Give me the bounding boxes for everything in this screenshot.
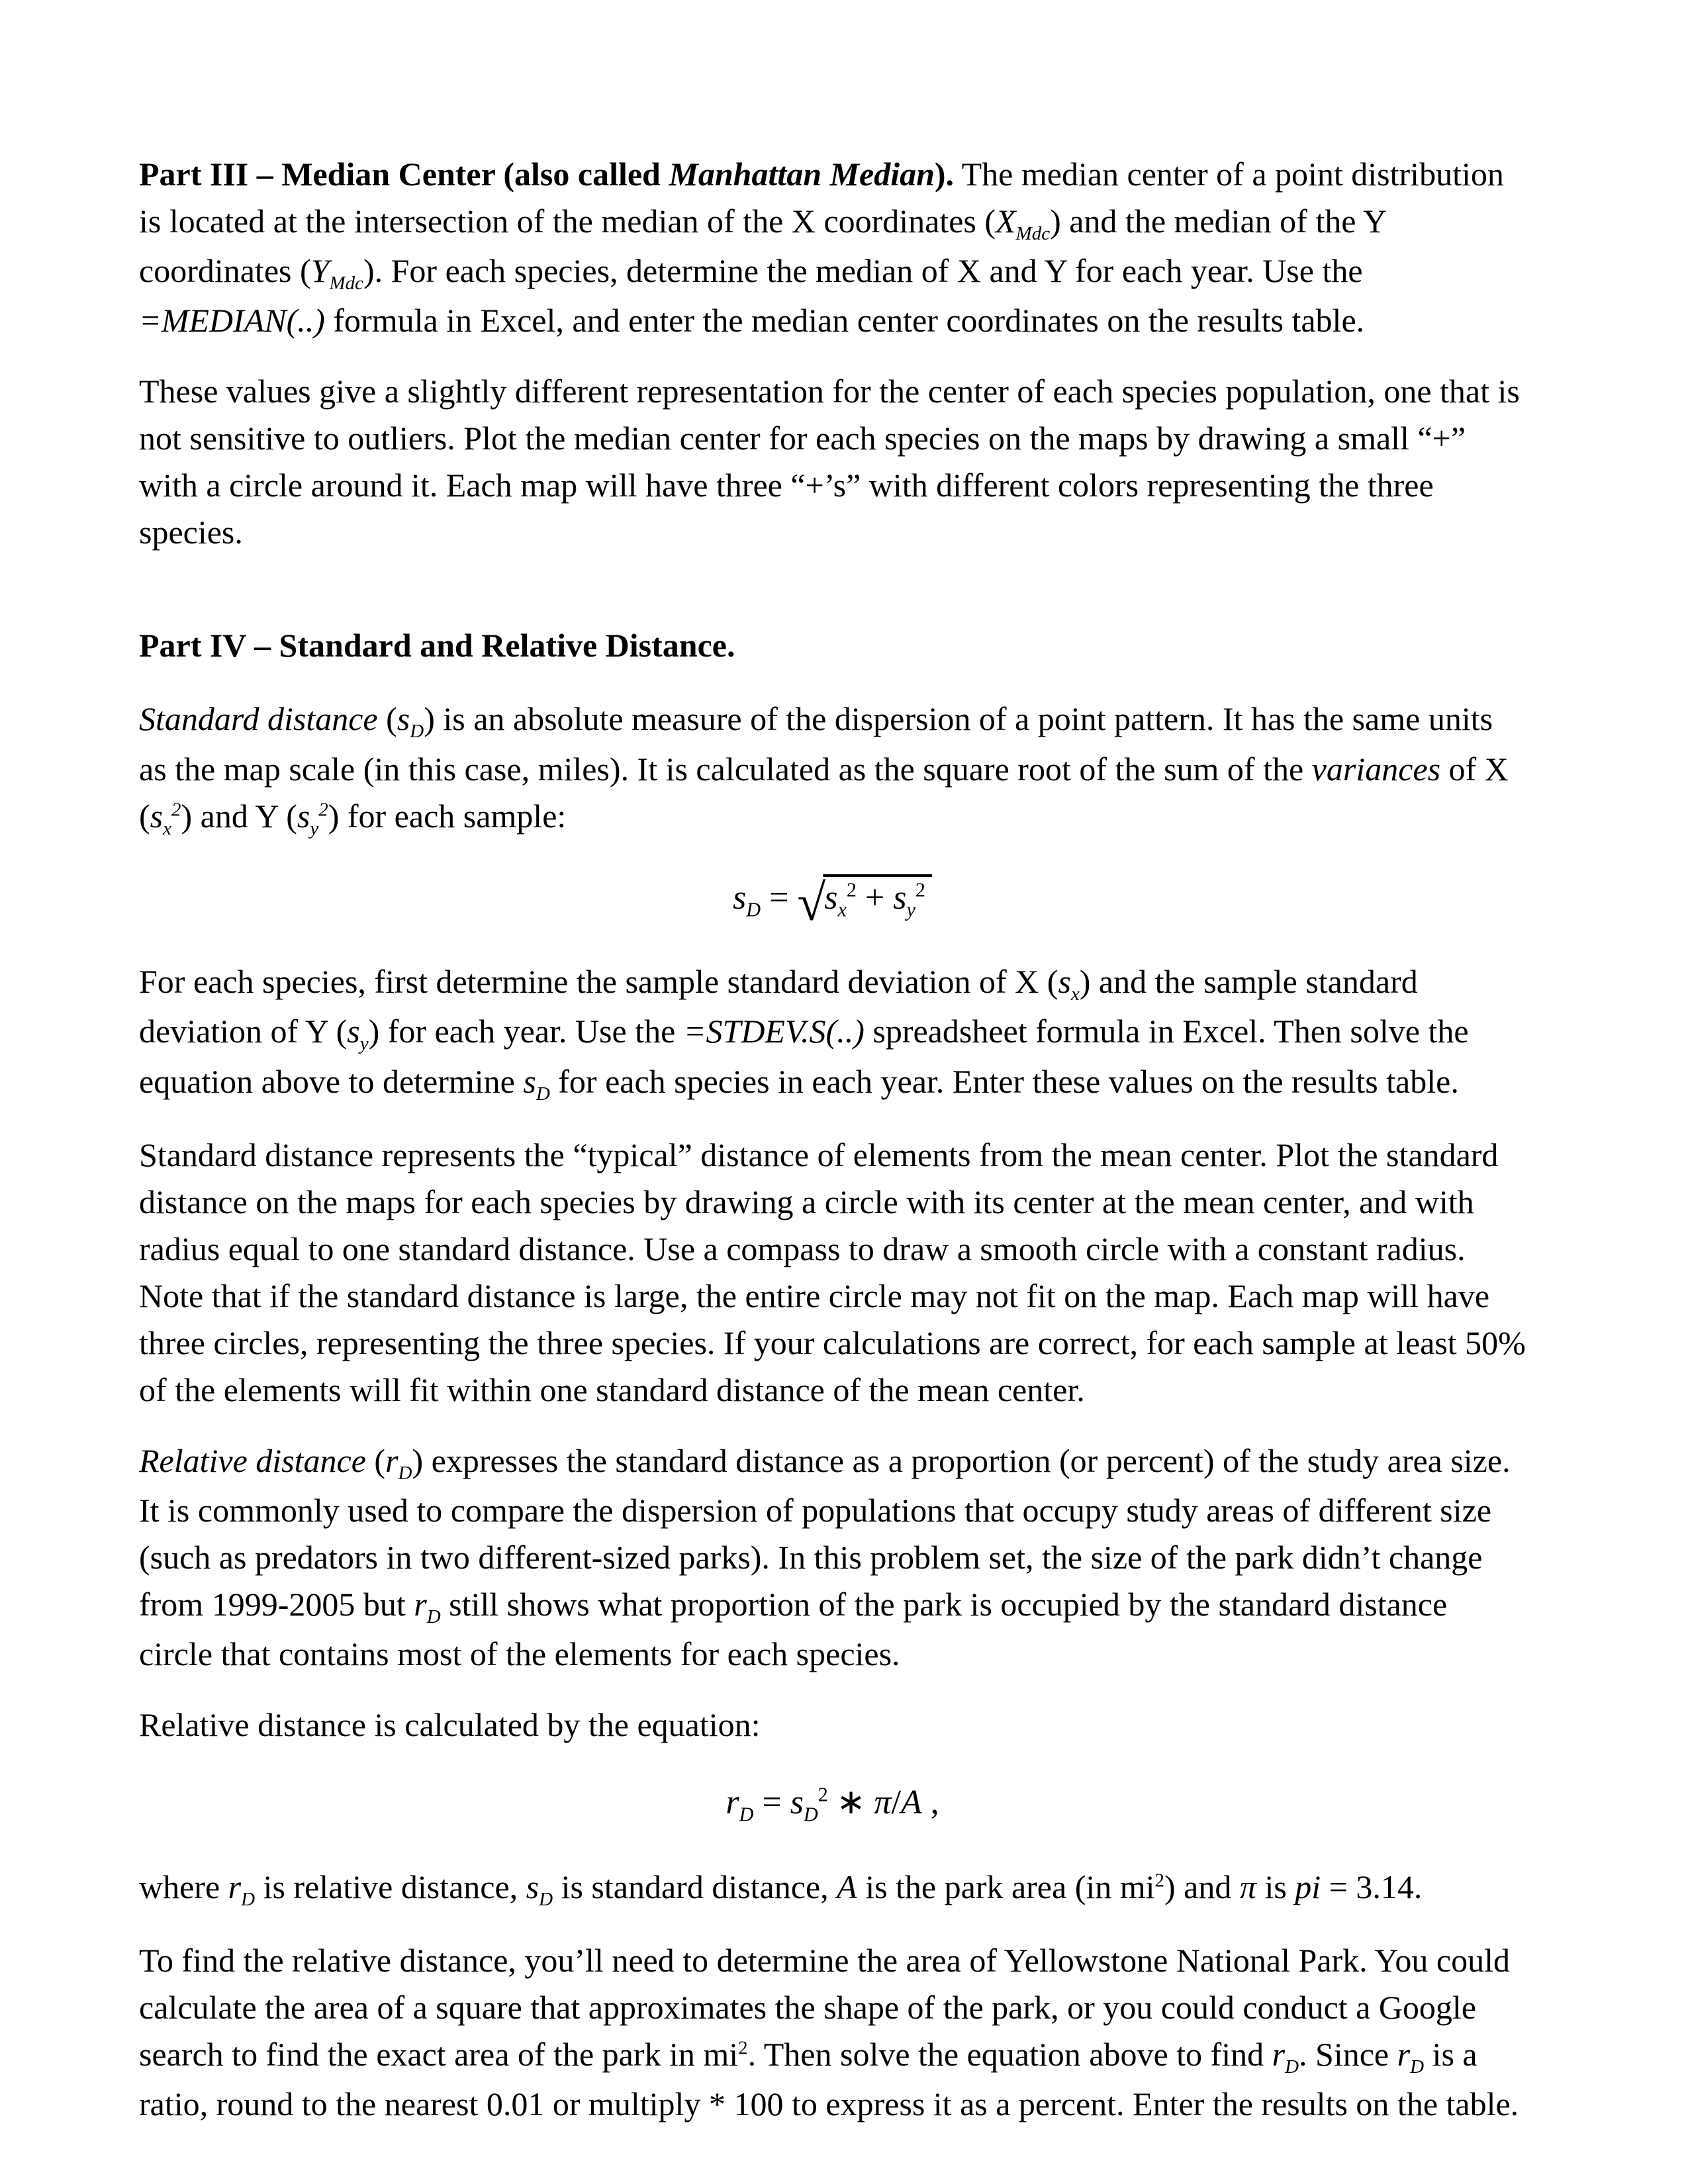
- standard-distance-definition-paragraph: [139, 696, 1526, 842]
- text-run: is: [1256, 1868, 1295, 1905]
- square-root-icon: √: [797, 873, 826, 931]
- text-run: . Since: [1299, 2035, 1397, 2073]
- relative-distance-equation-intro-paragraph: [139, 1702, 1526, 1749]
- text-run: s: [150, 797, 164, 835]
- text-run: formula in Excel, and enter the median center coordinates on the results table.: [324, 302, 1365, 340]
- formula-content: [726, 1780, 939, 1828]
- text-run: r: [726, 1784, 739, 1822]
- text-run: y: [906, 898, 915, 921]
- text-run: s: [1058, 963, 1071, 1001]
- text-run: Relative distance: [139, 1441, 366, 1479]
- text-run: π: [1239, 1868, 1256, 1905]
- text-run: ) for each year. Use the: [368, 1013, 684, 1050]
- text-run: Part IV – Standard and Relative Distance.: [139, 627, 735, 664]
- text-run: ) expresses the standard distance as a proportion (or percent) of the study area size. It is commonly used to compare the dispersion of populations that occupy study areas of different size (such as predators in two different-sized parks). In this problem set, the size of the park didn’t change from 1999-2005 but: [139, 1441, 1511, 1623]
- text-run: x: [837, 898, 847, 921]
- text-run: r: [228, 1868, 242, 1905]
- text-run: D: [241, 1888, 256, 1910]
- text-run: ) and the sample standard deviation of Y (: [139, 963, 1418, 1050]
- text-run: These values give a slightly different representation for the center of each species population, one that is not sensitive to outliers. Plot the median center for each species on the maps by drawing a small “+” with a circle around it. Each map will have three “+’s” with different colors representing the three species.: [139, 373, 1520, 551]
- text-run: D: [398, 1462, 412, 1484]
- text-run: =: [761, 878, 798, 917]
- text-run: is a ratio, round to the nearest 0.01 or multiply * 100 to express it as a percent. Enter the results on the table.: [139, 2035, 1519, 2123]
- text-run: spreadsheet formula in Excel. Then solve the equation above to determine: [139, 1013, 1469, 1100]
- text-run: r: [385, 1441, 399, 1479]
- text-run: 2: [1154, 1870, 1165, 1891]
- text-run: =STDEV.S(..): [683, 1013, 865, 1050]
- text-run: Standard distance: [139, 700, 378, 738]
- stdev-instructions-paragraph: [139, 958, 1526, 1108]
- text-run: D: [539, 1888, 553, 1910]
- text-run: Y: [310, 252, 330, 290]
- text-run: A: [900, 1784, 922, 1822]
- text-run: D: [536, 1083, 550, 1105]
- text-run: pi: [1295, 1868, 1321, 1905]
- text-run: . Then solve the equation above to find: [747, 2035, 1272, 2073]
- text-run: ) for each sample:: [328, 797, 567, 835]
- text-run: A: [837, 1868, 857, 1905]
- text-run: = 3.14.: [1321, 1868, 1423, 1905]
- text-run: for each species in each year. Enter these values on the results table.: [549, 1062, 1459, 1100]
- text-run: The median center of a point distribution is located at the intersection of the median of the X coordinates (: [139, 156, 1504, 240]
- text-run: ) and the median of the Y coordinates (: [139, 203, 1386, 290]
- formula-radicand: [823, 874, 932, 921]
- text-run: is standard distance,: [553, 1868, 837, 1905]
- median-plot-paragraph: [139, 368, 1526, 556]
- text-run: D: [746, 898, 761, 921]
- text-run: is relative distance,: [255, 1868, 526, 1905]
- relative-distance-definition-paragraph: [139, 1437, 1526, 1678]
- text-run: s: [297, 797, 310, 835]
- text-run: r: [1272, 2035, 1286, 2073]
- text-run: variances: [1311, 750, 1441, 788]
- text-run: ∗: [827, 1784, 874, 1822]
- text-run: r: [414, 1585, 427, 1623]
- standard-distance-formula: [139, 873, 1526, 931]
- text-run: 2: [318, 798, 328, 820]
- text-run: of X (: [139, 750, 1509, 835]
- text-run: is the park area (in mi: [857, 1868, 1155, 1905]
- text-run: /: [891, 1784, 901, 1822]
- text-run: 2: [738, 2037, 748, 2059]
- text-run: ) is an absolute measure of the dispersion of a point pattern. It has the same units as the map scale (in this case, miles). It is calculated as the square root of the sum of the: [139, 700, 1493, 788]
- part3-median-center-paragraph: [139, 151, 1526, 344]
- text-run: =MEDIAN(..): [139, 302, 325, 340]
- equation-variables-paragraph: [139, 1864, 1526, 1913]
- text-run: D: [1285, 2056, 1299, 2077]
- text-run: Manhattan Median: [669, 156, 935, 193]
- text-run: ).: [934, 156, 955, 193]
- text-run: s: [824, 878, 838, 917]
- text-run: ). For each species, determine the median of X and Y for each year. Use the: [363, 252, 1363, 290]
- text-run: where: [139, 1868, 228, 1905]
- text-run: y: [310, 817, 319, 839]
- text-run: Part III – Median Center (also called: [139, 156, 669, 193]
- text-run: +: [856, 878, 894, 917]
- text-run: D: [739, 1803, 754, 1826]
- text-run: ,: [921, 1784, 939, 1822]
- text-run: s: [523, 1062, 536, 1100]
- text-run: 2: [915, 878, 925, 901]
- text-run: =: [753, 1784, 790, 1822]
- text-run: x: [163, 817, 171, 839]
- standard-distance-plot-paragraph: [139, 1132, 1526, 1414]
- text-run: s: [790, 1784, 804, 1822]
- text-run: still shows what proportion of the park is occupied by the standard distance circle that contains most of the elements for each species.: [139, 1585, 1448, 1673]
- text-run: s: [893, 878, 907, 917]
- text-run: r: [1397, 2035, 1411, 2073]
- text-run: Mdc: [329, 273, 363, 295]
- text-run: x: [1070, 983, 1080, 1005]
- text-run: (: [365, 1441, 386, 1479]
- formula-content: [733, 873, 932, 931]
- text-run: Mdc: [1015, 223, 1051, 244]
- text-run: 2: [846, 878, 857, 901]
- text-run: D: [410, 721, 424, 743]
- text-run: π: [874, 1784, 892, 1822]
- text-run: 2: [818, 1783, 828, 1806]
- text-run: X: [996, 203, 1016, 240]
- relative-distance-formula: [139, 1780, 1526, 1828]
- text-run: Standard distance represents the “typical” distance of elements from the mean center. Plot the standard distance on the maps for each species by drawing a circle with its center at the mean center, and with radius equal to one standard distance. Use a compass to draw a smooth circle with a constant radius. Note that if the standard distance is large, the entire circle may not fit on the map. Each map will have three circles, representing the three species. If your calculations are correct, for each sample at least 50% of the elements will fit within one standard distance of the mean center.: [139, 1136, 1526, 1408]
- formula-lhs: [733, 878, 798, 921]
- part4-heading: [139, 622, 1526, 669]
- text-run: Relative distance is calculated by the equation:: [139, 1706, 761, 1744]
- text-run: s: [347, 1013, 360, 1050]
- text-run: D: [426, 1606, 441, 1627]
- text-run: s: [526, 1868, 539, 1905]
- text-run: D: [803, 1803, 818, 1826]
- text-run: For each species, first determine the sample standard deviation of X (: [139, 963, 1058, 1001]
- text-run: 2: [171, 798, 181, 820]
- text-run: (: [377, 700, 397, 738]
- find-relative-distance-paragraph: [139, 1937, 1526, 2128]
- text-run: ) and Y (: [181, 797, 297, 835]
- text-run: To find the relative distance, you’ll need to determine the area of Yellowstone National Park. You could calculate the area of a square that approximates the shape of the park, or you could conduct a Google search to find the exact area of the park in mi: [139, 1941, 1510, 2073]
- text-run: y: [359, 1033, 369, 1055]
- text-run: s: [397, 700, 410, 738]
- text-run: s: [733, 878, 747, 917]
- text-run: ) and: [1164, 1868, 1240, 1905]
- text-run: D: [1410, 2056, 1425, 2077]
